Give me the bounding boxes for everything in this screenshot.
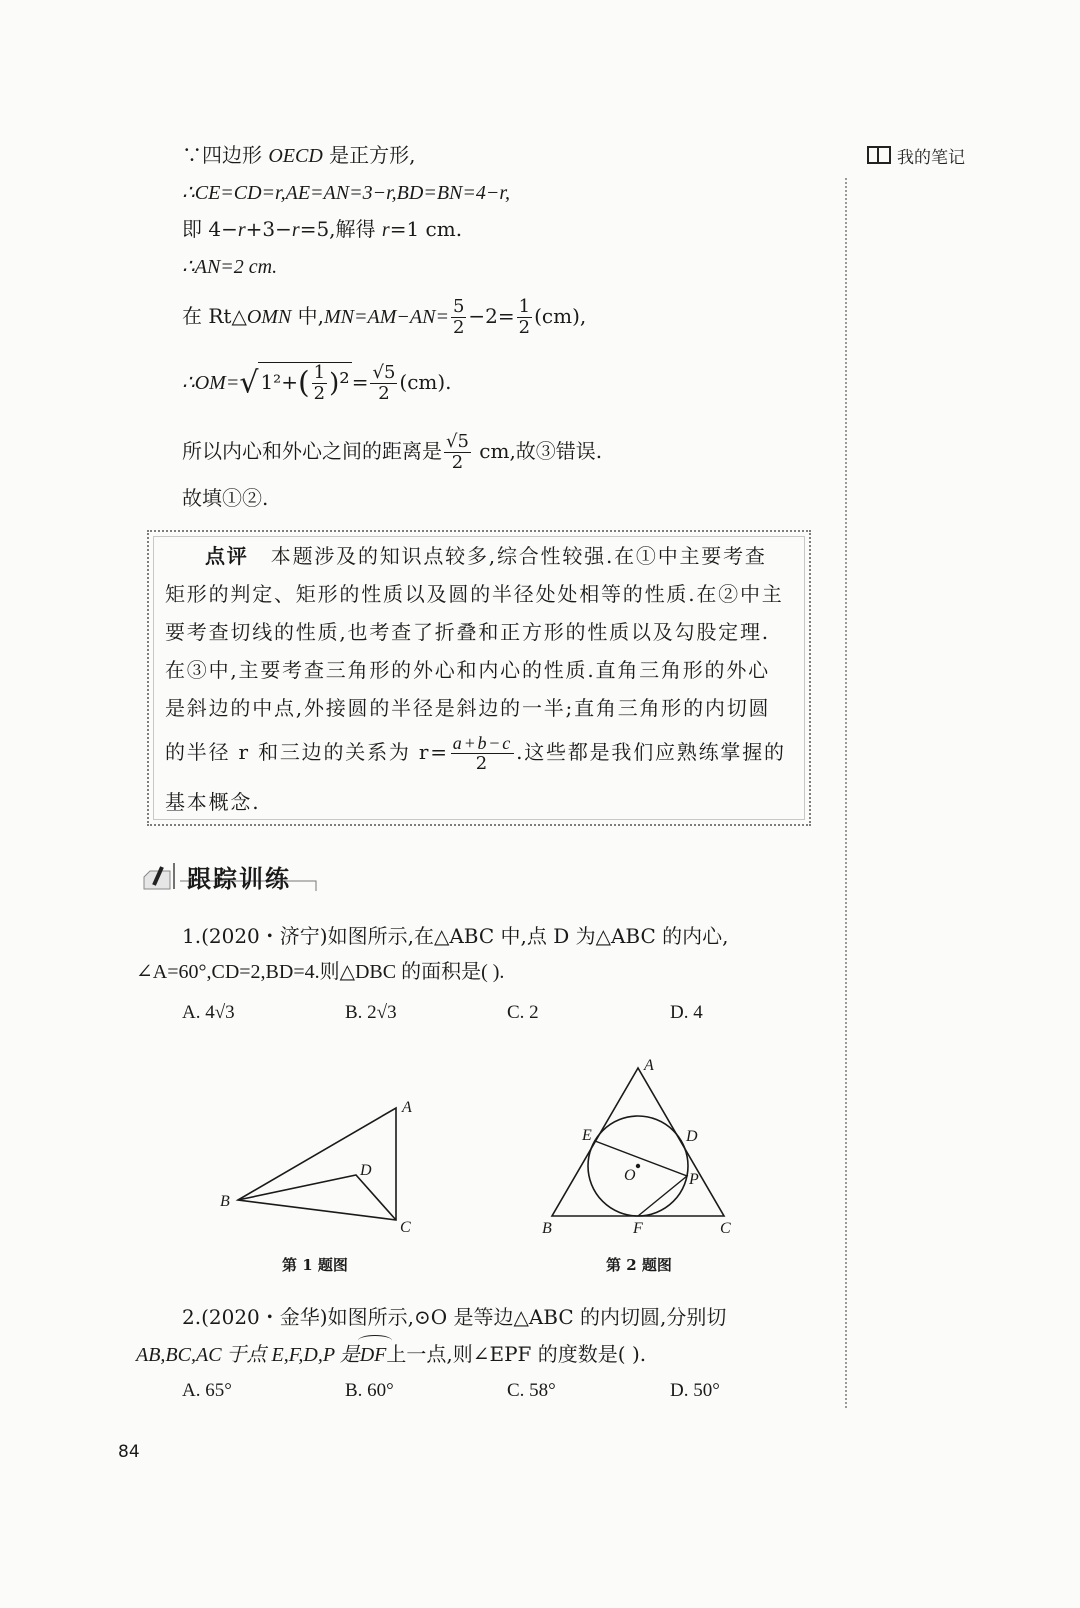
book-icon [867, 146, 891, 164]
q1-line-2: ∠A=60°,CD=2,BD=4.则△DBC 的面积是( ). [136, 961, 505, 983]
fig2-label-b: B [542, 1220, 552, 1237]
q1-option-c[interactable]: C. 2 [507, 1002, 539, 1023]
fig2-center [636, 1164, 640, 1168]
fig2-label-d: D [686, 1128, 698, 1145]
my-notes-label: 我的笔记 [867, 143, 965, 168]
fig2-label-a: A [644, 1057, 654, 1074]
solution-line-2: ∴CE=CD=r,AE=AN=3−r,BD=BN=4−r, [182, 182, 510, 204]
fig1-triangle [238, 1108, 396, 1220]
fraction: $\frac{5}{2}$ [452, 296, 465, 338]
solution-line-8: 故填①②. [182, 486, 269, 510]
solution-line-4: ∴AN=2 cm. [182, 256, 278, 278]
solution-line-5: 在 Rt△OMN 中,MN=AM−AN= $\frac{5}{2}$ −2= $\frac{1}{2}$ (cm), [182, 296, 587, 338]
fig2-label-e: E [582, 1127, 592, 1144]
fig2-label-c: C [720, 1220, 731, 1237]
fig1-label-a: A [402, 1099, 412, 1116]
solution-line-1: ∵四边形 OECD 是正方形, [182, 143, 416, 167]
q1-option-d[interactable]: D. 4 [670, 1002, 703, 1023]
q2-option-d[interactable]: D. 50° [670, 1380, 720, 1401]
fig2-label-f: F [633, 1220, 643, 1237]
q2-option-b[interactable]: B. 60° [345, 1380, 394, 1401]
comment-line-2: 矩形的判定、矩形的性质以及圆的半径处处相等的性质.在②中主 [165, 582, 784, 606]
arc-df: DF [360, 1341, 387, 1369]
solution-line-3: 即 4−r+3−r=5,解得 r=1 cm. [182, 217, 463, 241]
figure-1 [210, 1090, 440, 1240]
comment-line-3: 要考查切线的性质,也考查了折叠和正方形的性质以及勾股定理. [165, 620, 770, 644]
q2-option-c[interactable]: C. 58° [507, 1380, 556, 1401]
fig1-label-c: C [400, 1219, 411, 1236]
q1-line-1: 1.(2020・济宁)如图所示,在△ABC 中,点 D 为△ABC 的内心, [182, 924, 729, 948]
fraction: $\frac{1}{2}$ [313, 362, 326, 404]
solution-line-6: ∴OM=√ 1²+( $\frac{1}{2}$ )² = $\frac{√5}{2}$ (cm). [182, 362, 452, 404]
figure-2-caption: 第 2 题图 [606, 1256, 672, 1274]
fig1-label-d: D [360, 1162, 372, 1179]
figure-2 [540, 1050, 750, 1240]
fig1-label-b: B [220, 1193, 230, 1210]
comment-line-7: 基本概念. [165, 790, 261, 814]
fig2-angle-lines [595, 1141, 687, 1216]
comment-line-6: 的半径 r 和三边的关系为 r= $\frac{a+b-c}{2}$ .这些都是我们应熟练掌握的 [165, 733, 786, 774]
comment-line-4: 在③中,主要考查三角形的外心和内心的性质.直角三角形的外心 [165, 658, 770, 682]
q2-option-a[interactable]: A. 65° [182, 1380, 232, 1401]
fraction: $\frac{√5}{2}$ [372, 362, 396, 404]
fig1-incenter-lines [238, 1175, 396, 1220]
page-number: 84 [118, 1442, 140, 1462]
fraction: $\frac{1}{2}$ [518, 296, 531, 338]
solution-line-7: 所以内心和外心之间的距离是 $\frac{√5}{2}$ cm,故③错误. [182, 431, 603, 473]
comment-line-5: 是斜边的中点,外接圆的半径是斜边的一半;直角三角形的内切圆 [165, 696, 771, 720]
section-title: 跟踪训练 [187, 865, 291, 893]
q1-option-a[interactable]: A. 4√3 [182, 1002, 235, 1023]
fig2-label-p: P [689, 1171, 699, 1188]
q2-line-2: AB,BC,AC 于点 E,F,D,P 是 DF上一点,则∠EPF 的度数是( ). [136, 1340, 646, 1369]
q1-option-b[interactable]: B. 2√3 [345, 1002, 397, 1023]
comment-line-1: 点评 本题涉及的知识点较多,综合性较强.在①中主要考查 [205, 544, 767, 568]
fraction: $\frac{√5}{2}$ [446, 431, 469, 473]
q2-line-1: 2.(2020・金华)如图所示,⊙O 是等边△ABC 的内切圆,分别切 [182, 1305, 727, 1329]
figure-1-caption: 第 1 题图 [282, 1256, 348, 1274]
fig2-triangle [552, 1068, 724, 1216]
fig2-label-o: O [624, 1167, 636, 1184]
notes-divider [845, 178, 847, 1408]
fraction: $\frac{a+b-c}{2}$ [452, 733, 513, 774]
